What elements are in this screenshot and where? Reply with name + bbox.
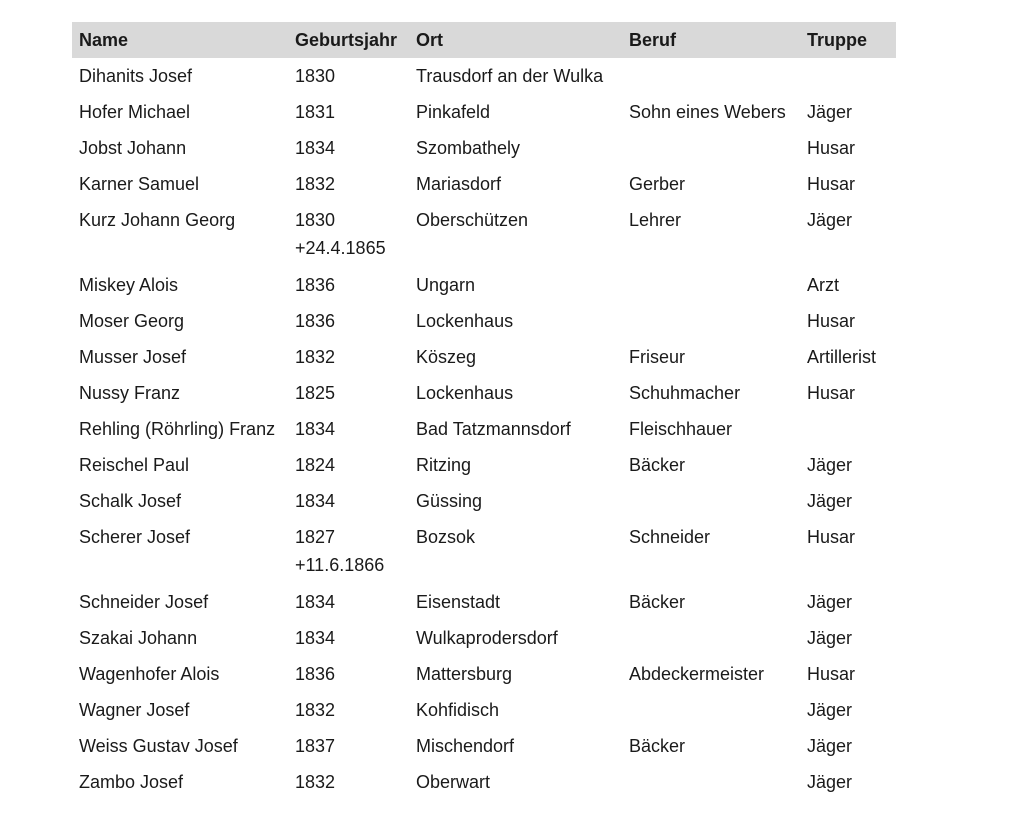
table-row bbox=[72, 584, 896, 620]
cell-geburtsjahr bbox=[288, 519, 409, 584]
cell-name: Schneider Josef bbox=[79, 592, 209, 612]
birth-year: 1827 bbox=[295, 527, 336, 547]
header-beruf: Beruf bbox=[629, 29, 677, 50]
cell-ort: Köszeg bbox=[416, 347, 477, 367]
cell-beruf: Schneider bbox=[629, 527, 711, 547]
cell-name: Jobst Johann bbox=[79, 138, 187, 158]
table-row bbox=[72, 130, 896, 166]
cell-name: Reischel Paul bbox=[79, 455, 190, 475]
cell-truppe: Artillerist bbox=[807, 347, 877, 367]
cell-ort: Lockenhaus bbox=[416, 383, 514, 403]
cell-ort: Mariasdorf bbox=[416, 174, 502, 194]
cell-name: Musser Josef bbox=[79, 347, 187, 367]
table-row bbox=[72, 303, 896, 339]
table-row bbox=[72, 447, 896, 483]
cell-name: Weiss Gustav Josef bbox=[79, 736, 238, 756]
cell-geburtsjahr: 1830 bbox=[295, 66, 336, 86]
table-row bbox=[72, 58, 896, 94]
header-geburtsjahr: Geburtsjahr bbox=[295, 29, 398, 50]
cell-truppe: Husar bbox=[807, 383, 856, 403]
cell-ort: Szombathely bbox=[416, 138, 521, 158]
cell-beruf: Friseur bbox=[629, 347, 686, 367]
cell-beruf bbox=[622, 620, 800, 656]
cell-beruf: Bäcker bbox=[629, 592, 686, 612]
cell-beruf bbox=[622, 483, 800, 519]
cell-beruf: Abdeckermeister bbox=[629, 664, 765, 684]
cell-name: Karner Samuel bbox=[79, 174, 200, 194]
cell-geburtsjahr: 1831 bbox=[295, 102, 336, 122]
header-name: Name bbox=[79, 29, 129, 50]
cell-name: Szakai Johann bbox=[79, 628, 198, 648]
table-row bbox=[72, 202, 896, 267]
cell-geburtsjahr: 1832 bbox=[295, 347, 336, 367]
cell-geburtsjahr bbox=[288, 202, 409, 267]
cell-beruf: Bäcker bbox=[629, 736, 686, 756]
cell-truppe: Husar bbox=[807, 311, 856, 331]
table-row bbox=[72, 764, 896, 800]
cell-ort: Bad Tatzmannsdorf bbox=[416, 419, 571, 439]
cell-beruf bbox=[622, 58, 800, 94]
death-date: +11.6.1866 bbox=[295, 555, 385, 575]
cell-ort: Trausdorf an der Wulka bbox=[416, 66, 604, 86]
death-date: +24.4.1865 bbox=[295, 238, 386, 258]
cell-ort: Mattersburg bbox=[416, 664, 513, 684]
cell-geburtsjahr: 1834 bbox=[295, 138, 336, 158]
cell-truppe: Jäger bbox=[807, 210, 853, 230]
cell-truppe: Jäger bbox=[807, 102, 853, 122]
cell-beruf: Sohn eines Webers bbox=[629, 102, 786, 122]
cell-beruf: Gerber bbox=[629, 174, 686, 194]
table-row bbox=[72, 267, 896, 303]
cell-geburtsjahr: 1836 bbox=[295, 311, 336, 331]
cell-ort: Bozsok bbox=[416, 527, 476, 547]
cell-beruf bbox=[622, 267, 800, 303]
cell-geburtsjahr: 1834 bbox=[295, 491, 336, 511]
cell-truppe: Husar bbox=[807, 138, 856, 158]
cell-ort: Pinkafeld bbox=[416, 102, 491, 122]
cell-name: Schalk Josef bbox=[79, 491, 182, 511]
cell-ort: Oberwart bbox=[416, 772, 491, 792]
table-row bbox=[72, 728, 896, 764]
table-row bbox=[72, 483, 896, 519]
cell-truppe: Jäger bbox=[807, 491, 853, 511]
cell-beruf bbox=[622, 764, 800, 800]
cell-geburtsjahr: 1832 bbox=[295, 174, 336, 194]
cell-beruf: Bäcker bbox=[629, 455, 686, 475]
cell-ort: Kohfidisch bbox=[416, 700, 500, 720]
cell-beruf bbox=[622, 692, 800, 728]
cell-geburtsjahr: 1832 bbox=[295, 772, 336, 792]
table-row bbox=[72, 166, 896, 202]
cell-name: Kurz Johann Georg bbox=[79, 210, 236, 230]
table-body bbox=[72, 58, 896, 800]
table-header bbox=[72, 22, 896, 58]
cell-geburtsjahr: 1825 bbox=[295, 383, 336, 403]
header-truppe: Truppe bbox=[807, 29, 868, 50]
cell-name: Scherer Josef bbox=[79, 527, 191, 547]
header-ort: Ort bbox=[416, 29, 443, 50]
table-row bbox=[72, 411, 896, 447]
cell-name: Nussy Franz bbox=[79, 383, 181, 403]
cell-beruf: Lehrer bbox=[629, 210, 682, 230]
soldier-table bbox=[72, 22, 896, 800]
birth-year: 1830 bbox=[295, 210, 336, 230]
cell-truppe: Jäger bbox=[807, 628, 853, 648]
cell-geburtsjahr: 1836 bbox=[295, 275, 336, 295]
cell-truppe: Husar bbox=[807, 527, 856, 547]
table-row bbox=[72, 519, 896, 584]
cell-ort: Ritzing bbox=[416, 455, 472, 475]
cell-geburtsjahr: 1834 bbox=[295, 419, 336, 439]
cell-ort: Oberschützen bbox=[416, 210, 529, 230]
cell-name: Dihanits Josef bbox=[79, 66, 193, 86]
cell-geburtsjahr: 1832 bbox=[295, 700, 336, 720]
cell-name: Hofer Michael bbox=[79, 102, 191, 122]
cell-truppe: Husar bbox=[807, 664, 856, 684]
cell-ort: Lockenhaus bbox=[416, 311, 514, 331]
cell-truppe: Jäger bbox=[807, 736, 853, 756]
cell-beruf: Fleischhauer bbox=[629, 419, 733, 439]
cell-beruf: Schuhmacher bbox=[629, 383, 741, 403]
cell-truppe: Jäger bbox=[807, 455, 853, 475]
cell-ort: Güssing bbox=[416, 491, 483, 511]
header-row bbox=[72, 22, 896, 58]
cell-name: Miskey Alois bbox=[79, 275, 179, 295]
cell-beruf bbox=[622, 130, 800, 166]
cell-name: Wagner Josef bbox=[79, 700, 190, 720]
cell-geburtsjahr: 1834 bbox=[295, 628, 336, 648]
cell-name: Rehling (Röhrling) Franz bbox=[79, 419, 276, 439]
cell-truppe: Jäger bbox=[807, 700, 853, 720]
cell-truppe: Husar bbox=[807, 174, 856, 194]
cell-truppe: Jäger bbox=[807, 772, 853, 792]
table-row bbox=[72, 692, 896, 728]
cell-ort: Wulkaprodersdorf bbox=[416, 628, 558, 648]
cell-geburtsjahr: 1837 bbox=[295, 736, 336, 756]
cell-truppe bbox=[800, 411, 896, 447]
table-row bbox=[72, 94, 896, 130]
cell-beruf bbox=[622, 303, 800, 339]
cell-geburtsjahr: 1836 bbox=[295, 664, 336, 684]
cell-truppe bbox=[800, 58, 896, 94]
cell-truppe: Arzt bbox=[807, 275, 840, 295]
cell-geburtsjahr: 1834 bbox=[295, 592, 336, 612]
cell-name: Wagenhofer Alois bbox=[79, 664, 220, 684]
cell-ort: Eisenstadt bbox=[416, 592, 501, 612]
table-row bbox=[72, 339, 896, 375]
table-row bbox=[72, 620, 896, 656]
table-row bbox=[72, 656, 896, 692]
cell-truppe: Jäger bbox=[807, 592, 853, 612]
cell-name: Zambo Josef bbox=[79, 772, 184, 792]
cell-ort: Mischendorf bbox=[416, 736, 515, 756]
cell-ort: Ungarn bbox=[416, 275, 476, 295]
cell-name: Moser Georg bbox=[79, 311, 185, 331]
table-row bbox=[72, 375, 896, 411]
cell-geburtsjahr: 1824 bbox=[295, 455, 336, 475]
